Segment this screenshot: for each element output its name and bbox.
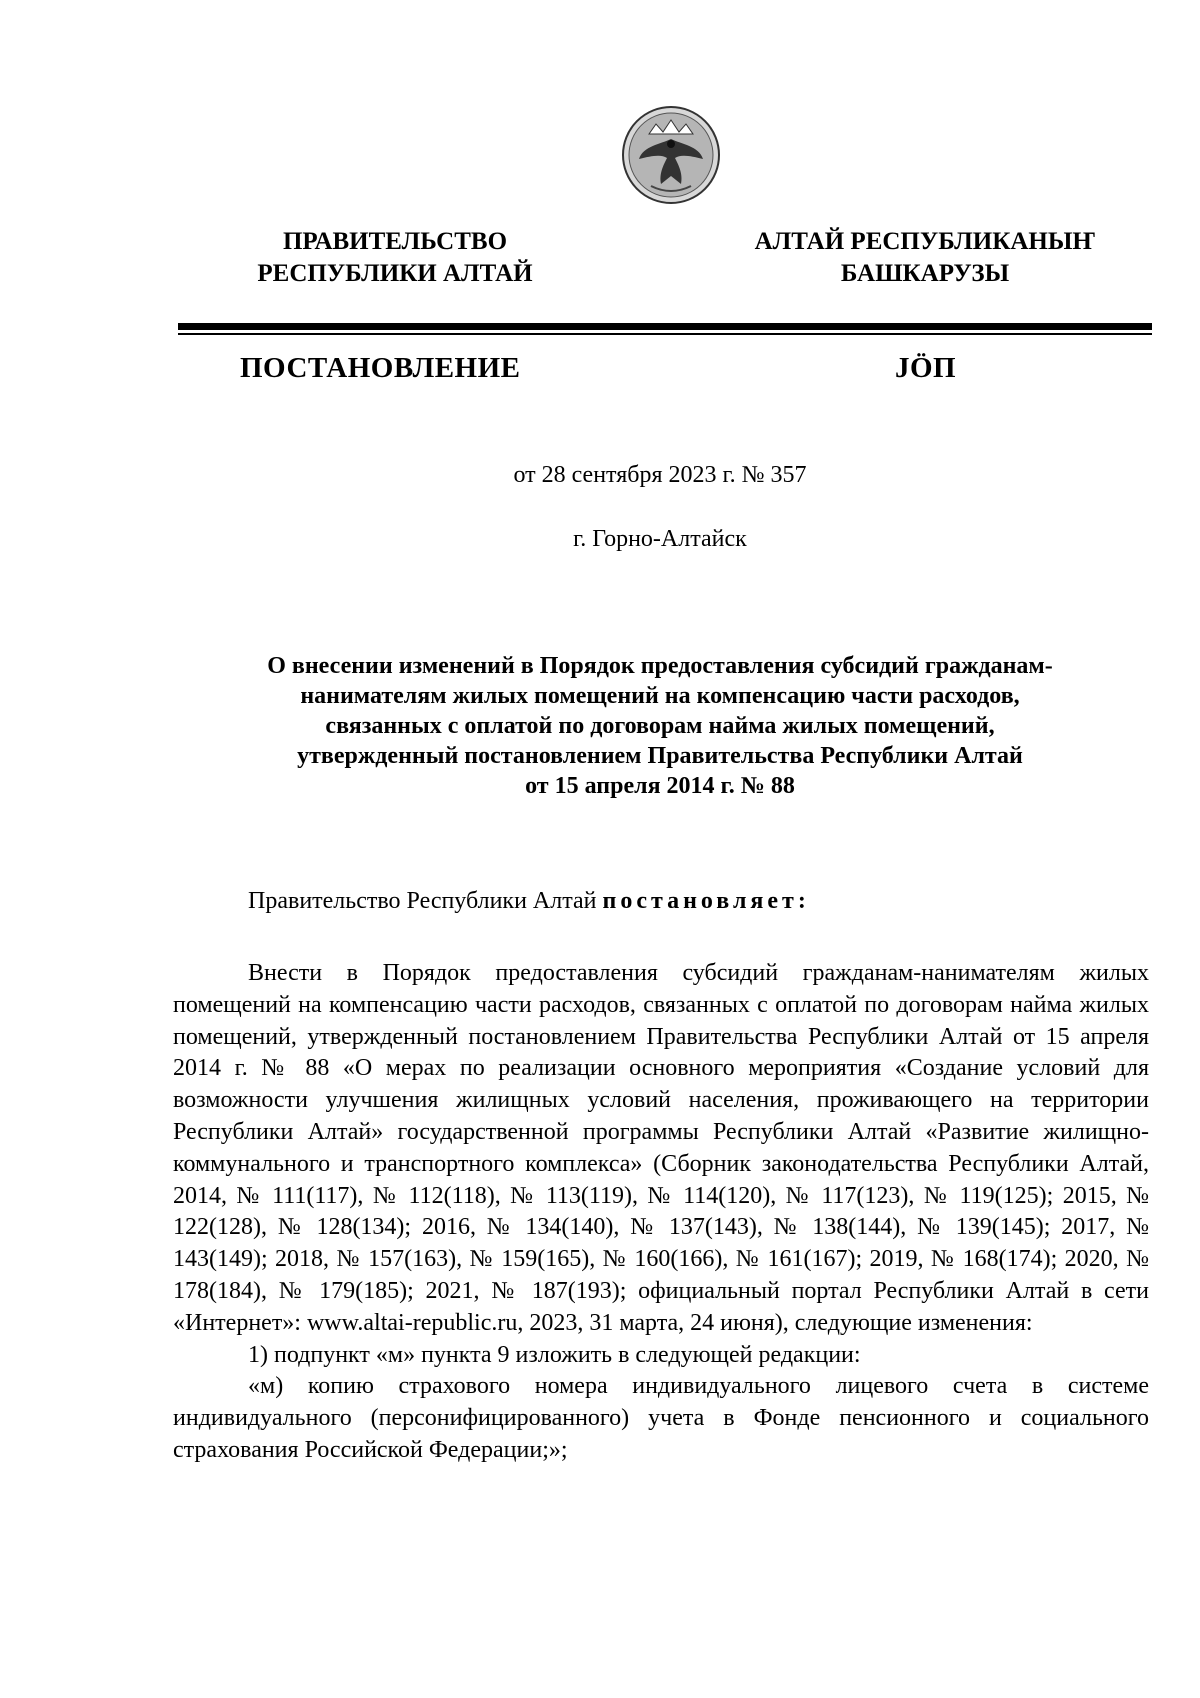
header-divider-thick [178, 323, 1152, 330]
header-divider-thin [178, 333, 1152, 335]
title-line: нанимателям жилых помещений на компенсацию части расходов, [300, 683, 1020, 709]
body-paragraph: «м) копию страхового номера индивидуального лицевого счета в системе индивидуального (персонифицированного) учета в Фонде пенсионного и социального страхования Российской Федерации;»; [173, 1373, 1149, 1463]
document-body [173, 958, 1149, 1467]
doc-type-russian: ПОСТАНОВЛЕНИЕ [240, 352, 521, 384]
document-date-number: от 28 сентября 2023 г. № 357 [513, 462, 807, 488]
preamble-text: Правительство Республики Алтай [248, 888, 597, 914]
org-left-line2: РЕСПУБЛИКИ АЛТАЙ [257, 260, 533, 287]
title-line: от 15 апреля 2014 г. № 88 [525, 773, 795, 799]
document-city: г. Горно-Алтайск [573, 526, 747, 552]
doc-type-altai: JӦП [895, 352, 957, 384]
title-line: О внесении изменений в Порядок предоставления субсидий гражданам- [267, 653, 1053, 679]
body-paragraph: Внести в Порядок предоставления субсидий гражданам-нанимателям жилых помещений на компенсацию части расходов, связанных с оплатой по договорам найма жилых помещений, утвержденный постановлением Правительства Республики Алтай от 15 апреля 2014 г. № 88 «О мерах по реализации основного мероприятия «Создание условий для возможности улучшения жилищных условий населения, проживающего на территории Республики Алтай» государственной программы Республики Алтай «Развитие жилищно-коммунального и транспортного комплекса» (Сборник законодательства Республики Алтай, 2014, № 111(117), № 112(118), № 113(119), № 114(120), № 117(123), № 119(125); 2015, № 122(128), № 128(134); 2016, № 134(140), № 137(143), № 138(144), № 139(145); 2017, № 143(149); 2018, № 157(163), № 159(165), № 160(166), № 161(167); 2019, № 168(174); 2020, № 178(184), № 179(185); 2021, № 187(193); официальный портал Республики Алтай в сети «Интернет»: www.altai-republic.ru, 2023, 31 марта, 24 июня), следующие изменения: [173, 960, 1149, 1336]
preamble-resolves: постановляет: [602, 888, 810, 914]
document-title [160, 651, 1160, 801]
coat-of-arms-emblem [621, 104, 721, 206]
org-name-russian [230, 226, 560, 290]
body-paragraph: 1) подпункт «м» пункта 9 изложить в следующей редакции: [248, 1341, 861, 1368]
preamble [248, 886, 810, 916]
org-right-line1: АЛТАЙ РЕСПУБЛИКАНЫҤ [754, 228, 1096, 255]
title-line: связанных с оплатой по договорам найма жилых помещений, [325, 713, 995, 739]
title-line: утвержденный постановлением Правительства Республики Алтай [297, 743, 1023, 769]
org-right-line2: БАШКАРУЗЫ [840, 260, 1010, 287]
org-left-line1: ПРАВИТЕЛЬСТВО [282, 228, 508, 255]
org-name-altai [725, 226, 1125, 290]
